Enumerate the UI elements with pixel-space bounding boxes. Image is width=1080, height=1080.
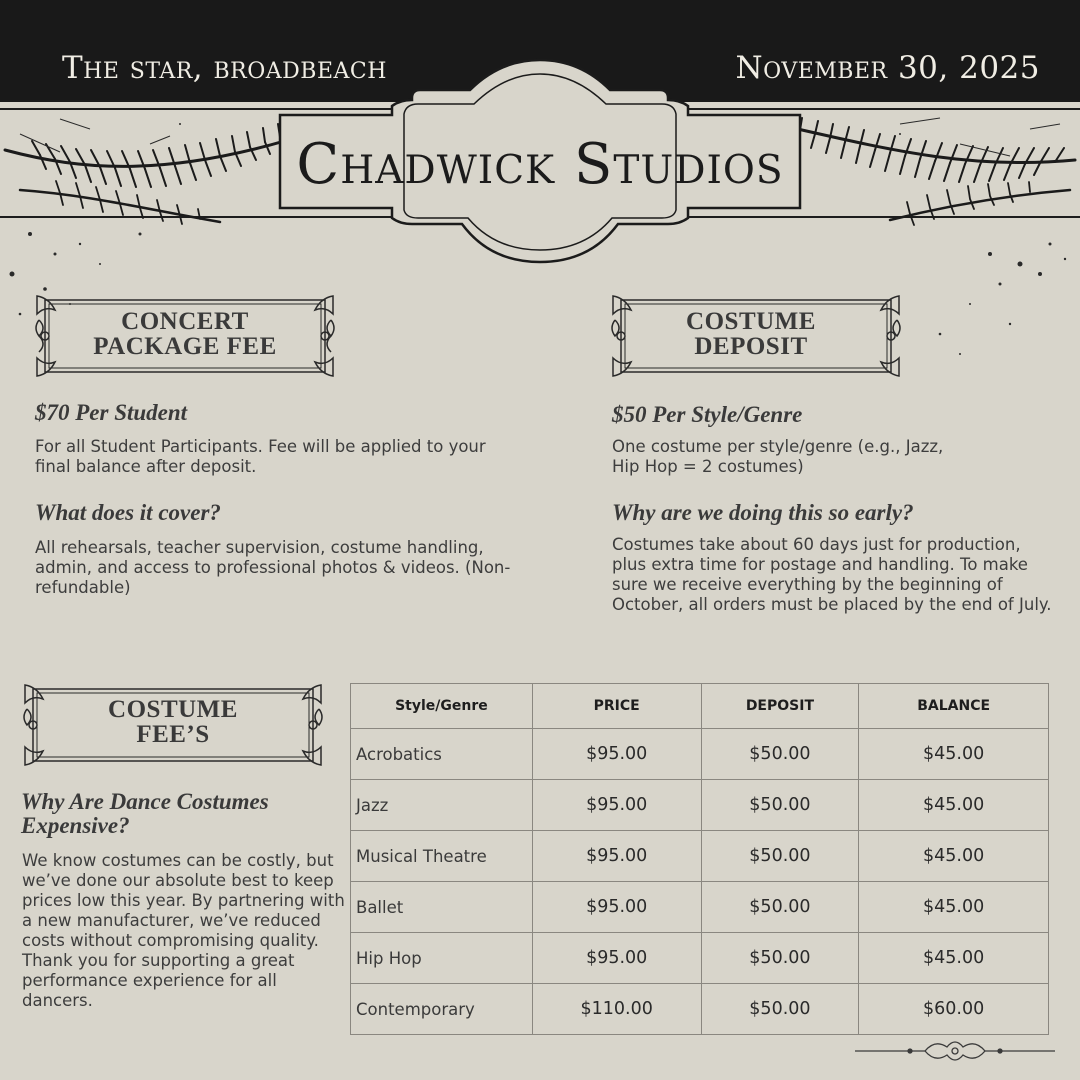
- fees-title-line1: COSTUME: [108, 696, 238, 723]
- price-cell: $110.00: [532, 984, 701, 1035]
- balance-cell: $45.00: [859, 933, 1049, 984]
- genre-cell: Ballet: [351, 882, 533, 933]
- genre-cell: Acrobatics: [351, 729, 533, 780]
- price-cell: $95.00: [532, 933, 701, 984]
- deposit-title-line2: DEPOSIT: [694, 333, 808, 360]
- costume-fees-table: [350, 683, 1049, 1035]
- table-header-row: [351, 684, 1049, 729]
- fees-answer: We know costumes can be costly, but we’ve done our absolute best to keep prices low this year. By partnering with a new manufacturer, we’ve reduced costs without compromising quality. Thank you for supporting a great performance experience for all dancers.: [22, 851, 345, 1010]
- deposit-price: $50 Per Style/Genre: [612, 402, 803, 427]
- fees-title: [48, 697, 298, 747]
- balance-cell: $45.00: [859, 780, 1049, 831]
- concert-price: $70 Per Student: [35, 400, 188, 425]
- fees-question: Why Are Dance Costumes Expensive?: [21, 789, 269, 838]
- concert-title-line1: CONCERT: [121, 308, 249, 335]
- table-row: [351, 831, 1049, 882]
- header-style-genre: Style/Genre: [351, 684, 533, 729]
- concert-title: [60, 309, 310, 359]
- deposit-description-line2: Hip Hop = 2 costumes): [612, 457, 804, 476]
- genre-cell: Musical Theatre: [351, 831, 533, 882]
- venue-label: The star, broadbeach: [62, 50, 387, 86]
- deposit-answer: Costumes take about 60 days just for production, plus extra time for postage and handling. To make sure we receive everything by the beginning of October, all orders must be placed by the end of July.: [612, 535, 1052, 614]
- deposit-description: [612, 437, 1052, 477]
- table-row: [351, 984, 1049, 1035]
- header-price: PRICE: [532, 684, 701, 729]
- table-row: [351, 882, 1049, 933]
- deposit-description-line1: One costume per style/genre (e.g., Jazz,: [612, 437, 944, 456]
- balance-cell: $45.00: [859, 729, 1049, 780]
- price-cell: $95.00: [532, 780, 701, 831]
- deposit-title-line1: COSTUME: [686, 308, 816, 335]
- table-row: [351, 780, 1049, 831]
- header-deposit: DEPOSIT: [701, 684, 859, 729]
- balance-cell: $60.00: [859, 984, 1049, 1035]
- deposit-question: Why are we doing this so early?: [612, 500, 914, 525]
- price-cell: $95.00: [532, 882, 701, 933]
- deposit-cell: $50.00: [701, 831, 859, 882]
- concert-answer: All rehearsals, teacher supervision, costume handling, admin, and access to professional photos & videos. (Non-refundable): [35, 538, 511, 597]
- deposit-cell: $50.00: [701, 984, 859, 1035]
- concert-question: What does it cover?: [35, 500, 221, 525]
- table-row: [351, 933, 1049, 984]
- genre-cell: Jazz: [351, 780, 533, 831]
- balance-cell: $45.00: [859, 882, 1049, 933]
- concert-description: For all Student Participants. Fee will be applied to your final balance after deposit.: [35, 437, 486, 476]
- header-balance: BALANCE: [859, 684, 1049, 729]
- studio-name: Chadwick Studios: [296, 132, 784, 197]
- divider-flourish-icon: [855, 1036, 1055, 1066]
- price-cell: $95.00: [532, 831, 701, 882]
- event-date: November 30, 2025: [735, 50, 1040, 86]
- deposit-cell: $50.00: [701, 882, 859, 933]
- fees-title-line2: FEE’S: [136, 721, 210, 748]
- table-row: [351, 729, 1049, 780]
- price-cell: $95.00: [532, 729, 701, 780]
- deposit-cell: $50.00: [701, 780, 859, 831]
- deposit-title: [631, 309, 871, 359]
- balance-cell: $45.00: [859, 831, 1049, 882]
- deposit-cell: $50.00: [701, 933, 859, 984]
- genre-cell: Hip Hop: [351, 933, 533, 984]
- deposit-cell: $50.00: [701, 729, 859, 780]
- concert-title-line2: PACKAGE FEE: [93, 333, 277, 360]
- genre-cell: Contemporary: [351, 984, 533, 1035]
